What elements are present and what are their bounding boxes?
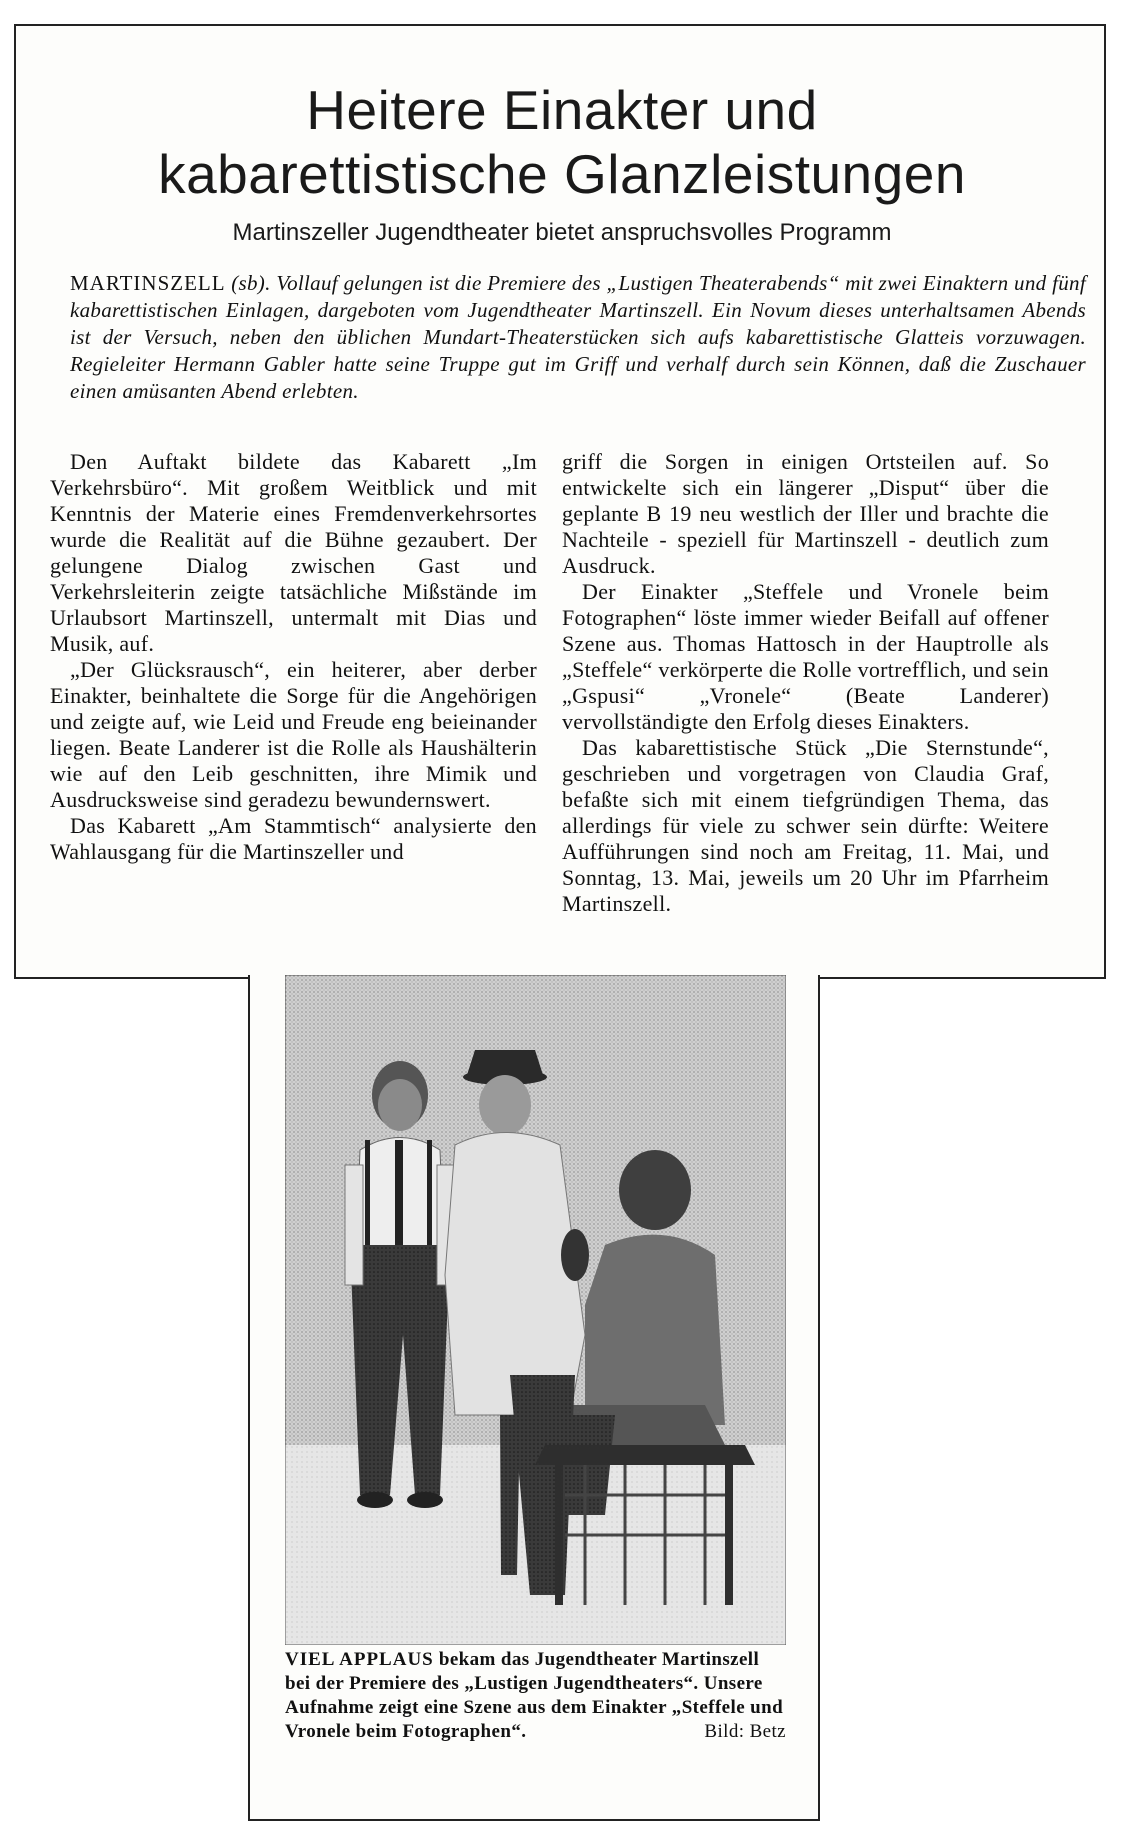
paragraph: Das Kabarett „Am Stammtisch“ analysierte den Wahlausgang für die Martinszeller und (50, 813, 537, 864)
headline (16, 78, 1108, 206)
article-clipping (14, 24, 1106, 979)
photo-caption (285, 1648, 786, 1744)
caption-text: bekam das Jugendtheater Martinszell bei der Premiere des „Lustigen Jugendtheaters“. Unsere Aufnahme zeigt eine Szene aus dem Einakter „Steffele und Vronele beim Fotographen“. (285, 1649, 784, 1742)
photo-credit: Bild: Betz (704, 1721, 786, 1742)
headline-line-2: kabarettistische Glanzleistungen (158, 143, 966, 205)
paragraph: „Der Glücksrausch“, ein heiterer, aber derber Einakter, beinhaltete die Sorge für die Angehörigen und zeigte auf, wie Leid und Freude eng beieinander liegen. Beate Landerer ist die Rolle als Haushälterin wie auf den Leib geschnitten, ihre Mimik und Ausdrucksweise sind geradezu bewundernswert. (50, 657, 537, 812)
stage-scene-image (285, 975, 786, 1645)
headline-line-1: Heitere Einakter und (306, 79, 818, 141)
paragraph: Den Auftakt bildete das Kabarett „Im Verkehrsbüro“. Mit großem Weitblick und mit Kenntnis der Materie eines Fremdenverkehrsortes wurde die Realität auf die Bühne gezaubert. Der gelungene Dialog zwischen Gast und Verkehrsleiterin zeigte tatsächliche Mißstände im Urlaubsort Martinszell, untermalt mit Dias und Musik, auf. (50, 449, 537, 656)
lead-paragraph (70, 270, 1086, 405)
left-column (50, 449, 537, 865)
paragraph: griff die Sorgen in einigen Ortsteilen auf. So entwickelte sich ein längerer „Disput“ über die geplante B 19 neu westlich der Iller und brachte die Nachteile - speziell für Martinszell - deutlich zum Ausdruck. (562, 449, 1049, 578)
caption-lead: VIEL APPLAUS (285, 1649, 434, 1670)
subheadline: Martinszeller Jugendtheater bietet anspruchsvolles Programm (232, 219, 892, 246)
stage-photo (285, 975, 786, 1645)
right-column (562, 449, 1049, 917)
dateline: MARTINSZELL (70, 271, 226, 295)
paragraph: Das kabarettistische Stück „Die Sternstunde“, geschrieben und vorgetragen von Claudia Graf, befaßte sich mit einem tiefgründigen Thema, das allerdings für viele zu schwer sein dürfte: Weitere Aufführungen sind noch am Freitag, 11. Mai, und Sonntag, 13. Mai, jeweils um 20 Uhr im Pfarrheim Martinszell. (562, 735, 1049, 916)
lead-text: (sb). Vollauf gelungen ist die Premiere des „Lustigen Theaterabends“ mit zwei Einaktern und fünf kabarettistischen Einlagen, dargeboten vom Jugendtheater Martinszell. Ein Novum dieses unterhaltsamen Abends ist der Versuch, neben den üblichen Mundart-Theaterstücken sich aufs kabarettistische Glatteis vorzuwagen. Regieleiter Hermann Gabler hatte seine Truppe gut im Griff und verhalf durch sein Können, daß die Zuschauer einen amüsanten Abend erlebten. (70, 271, 1086, 403)
paragraph: Der Einakter „Steffele und Vronele beim Fotographen“ löste immer wieder Beifall auf offener Szene aus. Thomas Hattosch in der Hauptrolle als „Steffele“ verkörperte die Rolle vortrefflich, und sein „Gspusi“ „Vronele“ (Beate Landerer) vervollständigte den Erfolg dieses Einakters. (562, 579, 1049, 734)
